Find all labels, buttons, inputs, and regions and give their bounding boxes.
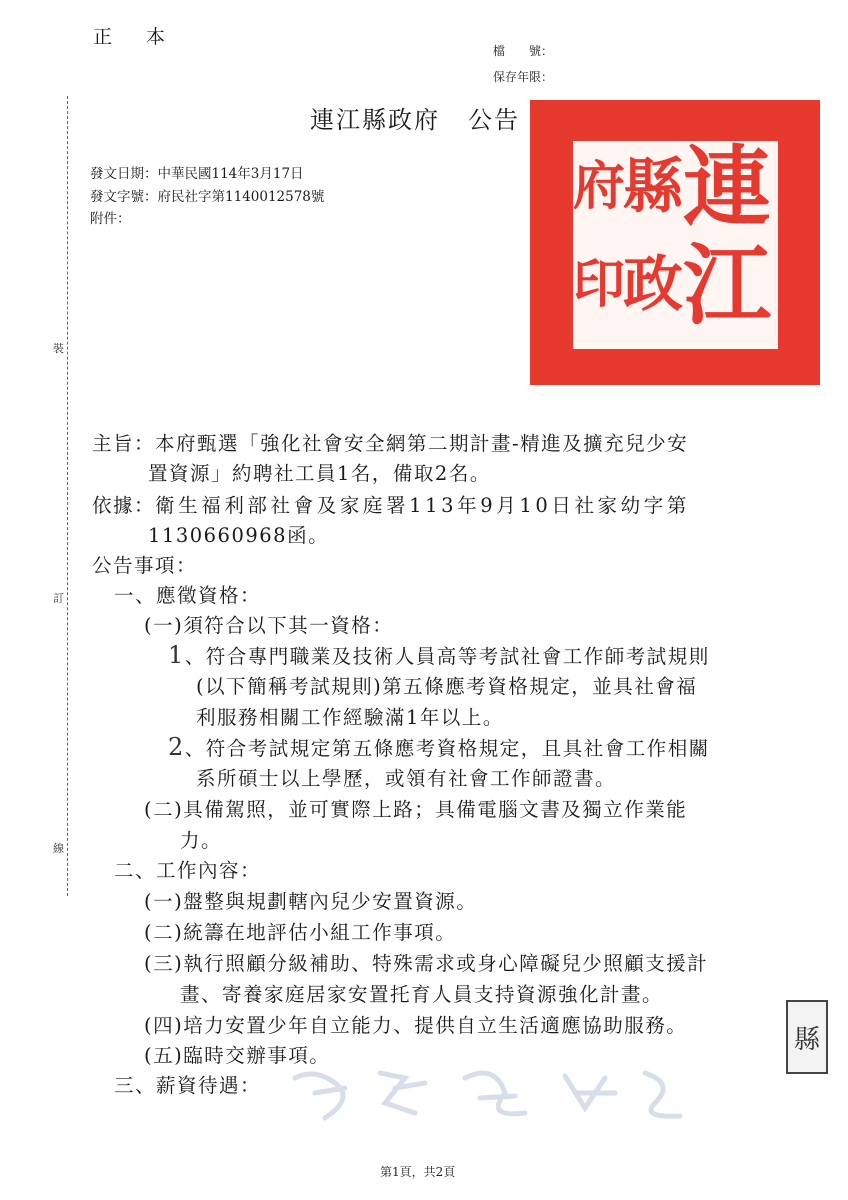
copy-mark: 正 本 xyxy=(93,26,180,48)
section-1-a-2-line-1 xyxy=(168,733,710,761)
section-3-heading: 三、薪資待遇： xyxy=(114,1074,262,1097)
seal-char-5: 府 xyxy=(573,156,626,217)
item-number-2: 2 xyxy=(168,733,185,761)
agency-name: 連江縣政府 xyxy=(310,106,440,134)
item-number-1: 1 xyxy=(168,641,185,669)
basis-text-2: 1130660968函。 xyxy=(148,524,330,547)
section-1-a-2-text-1: 、符合考試規定第五條應考資格規定，且具社會工作相關 xyxy=(184,737,710,760)
subject-line-1 xyxy=(92,428,688,456)
basis-label: 依據： xyxy=(92,494,156,517)
section-1-item-a: (一)須符合以下其一資格： xyxy=(144,614,394,637)
faint-signature xyxy=(285,1058,695,1128)
seal-char-2: 江 xyxy=(683,233,772,337)
subject-text-2: 置資源」約聘社工員1名，備取2名。 xyxy=(148,462,491,485)
section-2-heading: 二、工作內容： xyxy=(114,859,262,882)
subject-label: 主旨： xyxy=(92,432,156,455)
seal-char-6: 印 xyxy=(573,254,626,315)
section-1-item-b-line-2: 力。 xyxy=(180,829,223,852)
section-1-a-1-line-2: (以下簡稱考試規則)第五條應考資格規定，並具社會福 xyxy=(196,675,698,698)
binding-mark-xian: 線 xyxy=(53,842,64,855)
section-2-item-a: (一)盤整與規劃轄內兒少安置資源。 xyxy=(144,890,478,913)
seal-inner-field xyxy=(570,135,781,352)
seal-char-1: 連 xyxy=(683,135,772,239)
retention-label: 保存年限： xyxy=(493,70,554,84)
section-2-item-c-line-1: (三)執行照顧分級補助、特殊需求或身心障礙兒少照顧支援計 xyxy=(144,952,709,975)
section-1-a-1-line-3: 利服務相關工作經驗滿1年以上。 xyxy=(196,706,504,729)
section-2-item-b: (二)統籌在地評估小組工作事項。 xyxy=(144,921,457,944)
document-type: 公告 xyxy=(468,106,520,134)
binding-mark-ding: 訂 xyxy=(53,592,64,605)
attachment-label: 附件： xyxy=(90,211,131,227)
section-2-item-e: (五)臨時交辦事項。 xyxy=(144,1044,331,1067)
binding-line xyxy=(67,96,68,896)
seal-char-3: 縣 xyxy=(623,152,683,222)
binding-mark-zhuang: 裝 xyxy=(53,342,64,355)
section-1-a-1-line-1 xyxy=(168,641,710,669)
section-2-item-d: (四)培力安置少年自立能力、提供自立生活適應協助服務。 xyxy=(144,1014,688,1037)
seal-char-4: 政 xyxy=(623,250,683,320)
page-number: 第1頁，共2頁 xyxy=(380,1165,456,1179)
reference-number: 發文字號：府民社字第1140012578號 xyxy=(90,189,325,205)
file-number-label: 檔 號： xyxy=(493,44,554,58)
basis-line-1 xyxy=(92,490,690,518)
subject-text-1: 本府甄選「強化社會安全網第二期計畫-精進及擴充兒少安 xyxy=(155,432,689,455)
section-1-a-1-text-1: 、符合專門職業及技術人員高等考試社會工作師考試規則 xyxy=(184,645,710,668)
issue-date: 發文日期：中華民國114年3月17日 xyxy=(90,166,304,182)
section-1-heading: 一、應徵資格： xyxy=(114,584,262,607)
basis-text-1: 衛生福利部社會及家庭署113年9月10日社家幼字第 xyxy=(155,494,690,517)
section-1-item-b-line-1: (二)具備駕照，並可實際上路；具備電腦文書及獨立作業能 xyxy=(144,798,688,821)
side-stamp: 縣 xyxy=(786,1000,828,1074)
document-title xyxy=(310,100,520,135)
notice-heading: 公告事項： xyxy=(92,554,198,577)
official-seal xyxy=(530,100,820,385)
section-1-a-2-line-2: 系所碩士以上學歷，或領有社會工作師證書。 xyxy=(196,767,617,790)
section-2-item-c-line-2: 畫、寄養家庭居家安置托育人員支持資源強化計畫。 xyxy=(180,983,664,1006)
